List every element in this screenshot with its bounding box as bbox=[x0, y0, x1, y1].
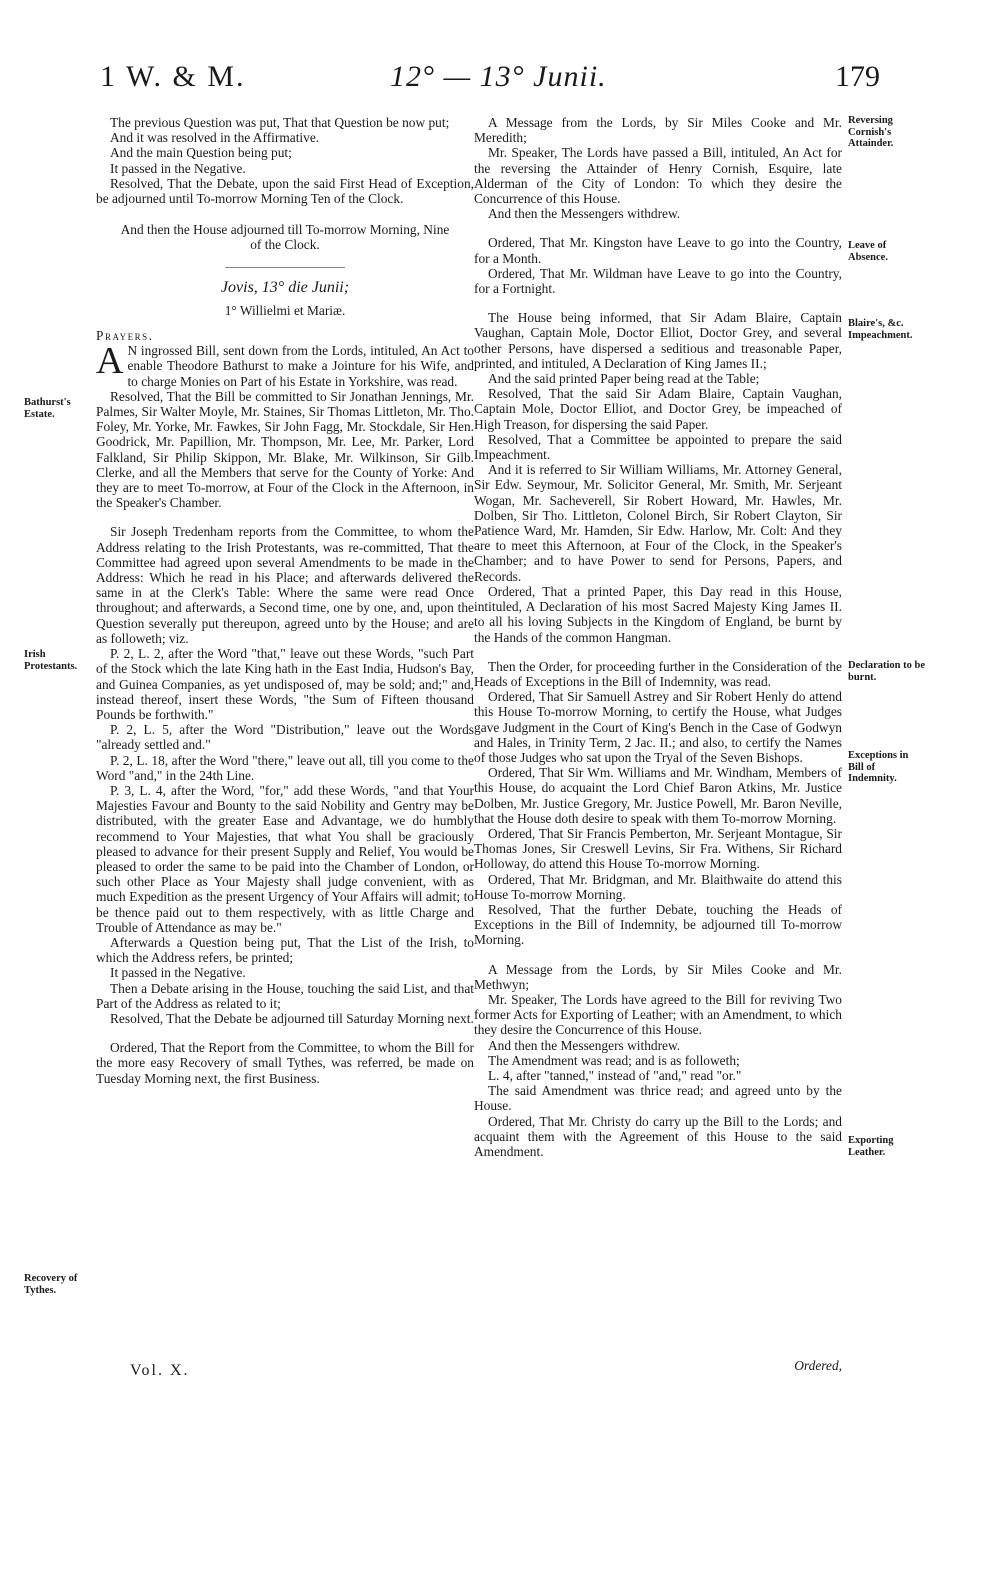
paragraph: Ordered, That Mr. Christy do carry up the Bill to the Lords; and acquaint them with the Agreement of this House to the said Amendment. bbox=[474, 1113, 842, 1159]
paragraph: Resolved, That the said Sir Adam Blaire, Captain Vaughan, Captain Mole, Doctor Elliot, and Doctor Grey, be impeached of High Treason, for dispersing the said Paper. bbox=[474, 386, 842, 432]
prayers-heading: Prayers. bbox=[96, 328, 154, 344]
regnal-year: 1 W. & M. bbox=[100, 60, 246, 93]
paragraph: Resolved, That the Debate be adjourned till Saturday Morning next. bbox=[110, 1010, 474, 1026]
paragraph: Resolved, That the Bill be committed to Sir Jonathan Jennings, Mr. Palmes, Sir Walter Moyle, Mr. Staines, Sir Thomas Littleton, Mr. Tho. Foley, Mr. Yorke, Mr. Fawkes, Sir John Fagg, Mr. Stockdale, Sir Hen. Goodrick, Mr. Papillion, Mr. Thompson, Mr. Lee, Mr. Parker, Lord Falkland, Sir Philip Skippon, Mr. Blake, Mr. Wilkinson, Sir Gilb. Clerke, and all the Members that serve for the County of Yorke: And they are to meet To-morrow, at Four of the Clock in the Afternoon, in the Speaker's Chamber. bbox=[96, 388, 474, 511]
margin-note-blaire: Blaire's, &c. Impeachment. bbox=[848, 318, 913, 341]
paragraph: And the said printed Paper being read at the Table; bbox=[488, 371, 760, 387]
paragraph: Resolved, That the Debate, upon the said First Head of Exception, be adjourned until To-morrow Morning Ten of the Clock. bbox=[96, 175, 474, 207]
paragraph: L. 4, after "tanned," instead of "and," read "or." bbox=[488, 1067, 742, 1083]
paragraph: Resolved, That a Committee be appointed to prepare the said Impeachment. bbox=[474, 431, 842, 463]
paragraph: P. 2, L. 18, after the Word "there," leave out all, till you come to the Word "and," in the 24th Line. bbox=[96, 752, 474, 783]
paragraph: It passed in the Negative. bbox=[110, 965, 246, 981]
paragraph: And it is referred to Sir William Williams, Mr. Attorney General, Sir Edw. Seymour, Mr. Solicitor General, Mr. Smith, Mr. Serjeant Wogan, Mr. Sacheverell, Sir Robert Howard, Mr. Hawles, Mr. Dolben, Sir Tho. Littleton, Colonel Birch, Sir Robert Clayton, Sir Patience Ward, Mr. Hamden, Sir Edw. Harlow, Mr. Colt: And they are to meet this Afternoon, at Four of the Clock, in the Speaker's Chamber; and to have Power to send for Persons, Papers, and Records. bbox=[474, 462, 842, 584]
paragraph: And then the Messengers withdrew. bbox=[488, 1037, 681, 1053]
margin-note-tythes: Recovery of Tythes. bbox=[24, 1273, 78, 1296]
paragraph: P. 3, L. 4, after the Word, "for," add these Words, "and that Your Majesties Favour and Bounty to the said Nobility and Gentry may be distributed, with the greater Ease and Advantage, we do humbly recommend to Your Majesties, that what You shall be graciously pleased to advance for their present Supply and Relief, You would be pleased to order the same to be paid into the Chamber of London, or such other Place as Your Majesty shall judge convenient, with as much Expedition as the present Urgency of Your Affairs will admit; to be thence paid out to them respectively, with as little Charge and Trouble of Attendance as may be." bbox=[96, 782, 474, 935]
regnal-line: 1° Willielmi et Mariæ. bbox=[224, 302, 346, 318]
paragraph: Ordered, That the Report from the Committee, to whom the Bill for the more easy Recovery of small Tythes, was referred, be made on Tuesday Morning next, the first Business. bbox=[96, 1040, 474, 1086]
paragraph: Afterwards a Question being put, That the List of the Irish, to which the Address refers, be printed; bbox=[96, 934, 474, 966]
paragraph: Mr. Speaker, The Lords have passed a Bill, intituled, An Act for the reversing the Attainder of Henry Cornish, Esquire, late Alderman of the City of London: To which they desire the Concurrence of this House. bbox=[474, 145, 842, 207]
sitting-date: Jovis, 13° die Junii; bbox=[220, 278, 350, 296]
paragraph: And the main Question being put; bbox=[110, 145, 292, 161]
paragraph: A Message from the Lords, by Sir Miles Cooke and Mr. Methwyn; bbox=[474, 961, 842, 992]
paragraph: Ordered, That Mr. Wildman have Leave to go into the Country, for a Fortnight. bbox=[474, 265, 842, 297]
drop-cap: A bbox=[96, 340, 124, 383]
margin-note-declaration: Declaration to be burnt. bbox=[848, 660, 925, 683]
paragraph: P. 2, L. 2, after the Word "that," leave out these Words, "such Part of the Stock which the late King hath in the East India, Hudson's Bay, and Guinea Companies, as yet undisposed of, may be sold; and;" and, instead thereof, insert these Words, "the Sum of Fifteen thousand Pounds be forthwith." bbox=[96, 646, 474, 722]
margin-note-cornish: Reversing Cornish's Attainder. bbox=[848, 115, 894, 149]
date-range: 12° — 13° Junii. bbox=[390, 60, 607, 93]
paragraph: The Amendment was read; and is as followeth; bbox=[488, 1052, 740, 1068]
paragraph: Then the Order, for proceeding further in the Consideration of the Heads of Exceptions in the Bill of Indemnity, was read. bbox=[474, 658, 842, 689]
volume-marker: Vol. X. bbox=[130, 1362, 190, 1379]
page-number: 179 bbox=[835, 60, 880, 93]
paragraph: Ordered, That Sir Francis Pemberton, Mr. Serjeant Montague, Sir Thomas Jones, Sir Creswell Levins, Sir Fra. Withens, Sir Richard Holloway, do attend this House To-morrow Morning. bbox=[474, 825, 842, 872]
paragraph: Ordered, That Mr. Kingston have Leave to go into the Country, for a Month. bbox=[474, 235, 842, 266]
paragraph: Sir Joseph Tredenham reports from the Committee, to whom the Address relating to the Irish Protestants, was re-committed, That the Committee had agreed upon several Amendments to be made in the Address: Which he read in his Place; and afterwards delivered the same in at the Clerk's Table: Where the same were read Once throughout; and afterwards, a Second time, one by one, and, upon the Question severally put thereupon, agreed unto by the House; and are as followeth; viz. bbox=[96, 524, 474, 646]
paragraph: A Message from the Lords, by Sir Miles Cooke and Mr. Meredith; bbox=[474, 115, 842, 146]
paragraph: The previous Question was put, That that Question be now put; bbox=[110, 115, 450, 130]
paragraph-bathurst bbox=[96, 340, 474, 389]
paragraph-text: N ingrossed Bill, sent down from the Lords, intituled, An Act to enable Theodore Bathurst to make a Jointure for his Wife, and to charge Monies on Part of his Estate in Yorkshire, was read. bbox=[127, 343, 474, 389]
catchword: Ordered, bbox=[794, 1358, 842, 1373]
margin-note-bathurst: Bathurst's Estate. bbox=[24, 397, 71, 420]
margin-note-leather: Exporting Leather. bbox=[848, 1135, 894, 1158]
adjournment-note: And then the House adjourned till To-morrow Morning, Nine of the Clock. bbox=[120, 222, 450, 253]
margin-note-exceptions: Exceptions in Bill of Indemnity. bbox=[848, 750, 909, 784]
paragraph: It passed in the Negative. bbox=[110, 160, 246, 176]
paragraph: Resolved, That the further Debate, touching the Heads of Exceptions in the Bill of Indemnity, be adjourned till To-morrow Morning. bbox=[474, 901, 842, 948]
paragraph: Mr. Speaker, The Lords have agreed to the Bill for reviving Two former Acts for Exporting of Leather; with an Amendment, to which they desire the Concurrence of this House. bbox=[474, 991, 842, 1038]
paragraph: Ordered, That Sir Wm. Williams and Mr. Windham, Members of this House, do acquaint the Lord Chief Baron Atkins, Mr. Justice Dolben, Mr. Justice Gregory, Mr. Justice Powell, Mr. Baron Neville, that the House doth desire to speak with them To-morrow Morning. bbox=[474, 765, 842, 826]
right-column bbox=[474, 115, 842, 1159]
paragraph: Ordered, That Mr. Bridgman, and Mr. Blaithwaite do attend this House To-morrow Morning. bbox=[474, 871, 842, 902]
paragraph: Ordered, That Sir Samuell Astrey and Sir Robert Henly do attend this House To-morrow Morning, to certify the House, what Judges gave Judgment in the Court of King's Bench in the Case of Godwyn and Hales, in Trinity Term, 2 Jac. II.; and also, to certify the Names of those Judges who sat upon the Tryal of the Seven Bishops. bbox=[474, 689, 842, 765]
margin-note-leave: Leave of Absence. bbox=[848, 240, 888, 263]
paragraph: And it was resolved in the Affirmative. bbox=[110, 130, 320, 146]
page-header bbox=[100, 60, 880, 108]
section-divider bbox=[225, 267, 345, 268]
left-column bbox=[96, 115, 474, 1086]
paragraph: The said Amendment was thrice read; and agreed unto by the House. bbox=[474, 1083, 842, 1114]
paragraph: P. 2, L. 5, after the Word "Distribution," leave out the Words "already settled and." bbox=[96, 722, 474, 753]
paragraph: Then a Debate arising in the House, touching the said List, and that Part of the Address as related to it; bbox=[96, 980, 474, 1011]
margin-note-irish: Irish Protestants. bbox=[24, 649, 78, 672]
paragraph: The House being informed, that Sir Adam Blaire, Captain Vaughan, Captain Mole, Doctor Elliot, Doctor Grey, and several other Persons, have dispersed a seditious and treasonable Paper, printed, and intituled, A Declaration of King James II.; bbox=[474, 310, 842, 371]
paragraph: And then the Messengers withdrew. bbox=[488, 206, 681, 222]
paragraph: Ordered, That a printed Paper, this Day read in this House, intituled, A Declaration of his most Sacred Majesty King James II. to all his loving Subjects in the Kingdom of England, be burnt by the Hands of the common Hangman. bbox=[474, 583, 842, 645]
